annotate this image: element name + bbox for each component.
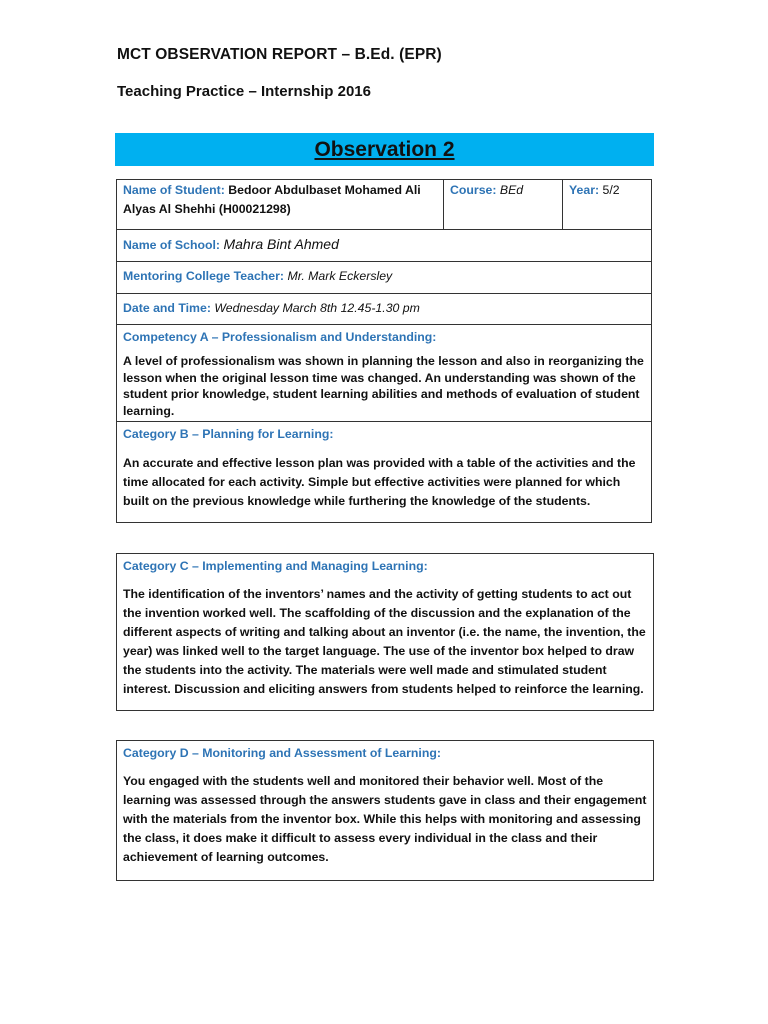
report-subtitle: Teaching Practice – Internship 2016 bbox=[117, 83, 371, 100]
mentor-cell bbox=[117, 262, 652, 294]
report-title: MCT OBSERVATION REPORT – B.Ed. (EPR) bbox=[117, 46, 442, 63]
course-value: BEd bbox=[499, 183, 524, 197]
datetime-cell bbox=[117, 294, 652, 325]
category-d-heading: Category D – Monitoring and Assessment of Learning: bbox=[123, 746, 441, 760]
school-cell bbox=[117, 230, 652, 262]
category-d-box bbox=[116, 740, 654, 881]
course-label: Course: bbox=[450, 183, 497, 197]
year-label: Year: bbox=[569, 183, 600, 197]
category-b-text: An accurate and effective lesson plan was provided with a table of the activities and the time allocated for each activity. Simple but effective activities were planned for which built on the previous knowledge while furthering the knowledge of the students. bbox=[123, 456, 636, 508]
category-c-text: The identification of the inventors’ names and the activity of getting students to act out the invention worked well. The scaffolding of the discussion and the explanation of the different aspects of writing and talking about an inventor (i.e. the name, the invention, the year) was linked well to the target language. The use of the inventor box helped to draw the students into the activity. The materials were well made and stimulated student interest. Discussion and eliciting answers from students helped to reinforce the learning. bbox=[123, 587, 646, 696]
observation-banner bbox=[115, 133, 654, 166]
competency-a-heading: Competency A – Professionalism and Understanding: bbox=[123, 330, 437, 344]
year-cell bbox=[563, 180, 652, 230]
competency-a-text: A level of professionalism was shown in planning the lesson and also in reorganizing the lesson when the original lesson time was changed. An understanding was shown of the student prior knowledge, student learning abilities and methods of evaluation of student learning. bbox=[123, 354, 644, 418]
competency-a-cell bbox=[117, 325, 652, 422]
mentor-label: Mentoring College Teacher: bbox=[123, 269, 285, 283]
student-name-label: Name of Student: bbox=[123, 183, 225, 197]
mentor-value: Mr. Mark Eckersley bbox=[287, 269, 393, 283]
course-cell bbox=[444, 180, 563, 230]
student-name-value: Bedoor Abdulbaset Mohamed Ali Alyas Al Shehhi (H00021298) bbox=[123, 183, 421, 216]
year-value: 5/2 bbox=[602, 183, 620, 197]
category-b-heading: Category B – Planning for Learning: bbox=[123, 427, 334, 441]
observation-title: Observation 2 bbox=[314, 137, 455, 161]
category-d-text: You engaged with the students well and monitored their behavior well. Most of the learning was assessed through the answers students gave in class and their engagement with the materials from the inventor box. While this helps with monitoring and assessing the class, it does make it difficult to assess every individual in the class and their achievement of learning outcomes. bbox=[123, 774, 647, 864]
datetime-value: Wednesday March 8th 12.45-1.30 pm bbox=[214, 301, 420, 315]
observation-details-table bbox=[116, 179, 652, 523]
category-b-cell bbox=[117, 422, 652, 523]
category-c-box bbox=[116, 553, 654, 711]
school-value: Mahra Bint Ahmed bbox=[223, 236, 339, 252]
category-c-heading: Category C – Implementing and Managing Learning: bbox=[123, 559, 428, 573]
student-name-cell bbox=[117, 180, 444, 230]
school-label: Name of School: bbox=[123, 238, 221, 252]
datetime-label: Date and Time: bbox=[123, 301, 211, 315]
